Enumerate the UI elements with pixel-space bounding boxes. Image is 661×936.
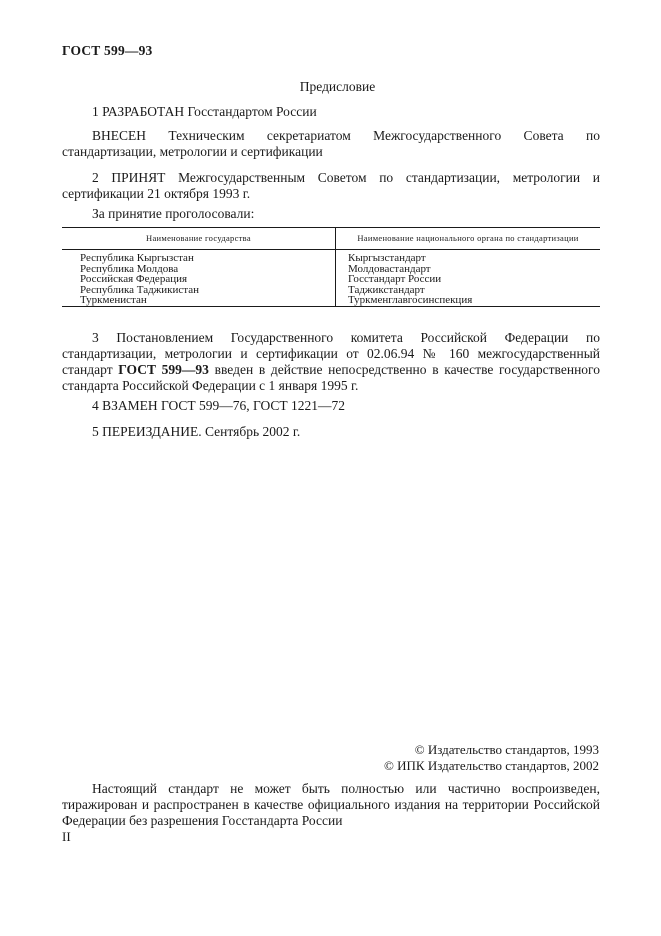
paragraph-introduced: ВНЕСЕН Техническим секретариатом Межгосударственного Совета по стандартизации, метрологии и сертификации xyxy=(62,128,600,159)
resolution-standard-code: ГОСТ 599—93 xyxy=(118,362,209,377)
table-header-state: Наименование государства xyxy=(62,228,336,250)
paragraph-reissue: 5 ПЕРЕИЗДАНИЕ. Сентябрь 2002 г. xyxy=(92,424,301,439)
table-cell-body: Госстандарт России xyxy=(348,273,442,285)
document-header: ГОСТ 599—93 xyxy=(62,43,153,58)
voting-table xyxy=(62,227,600,307)
section-title: Предисловие xyxy=(299,79,376,94)
table-cell-state: Туркменистан xyxy=(80,294,147,306)
table-cell-state: Республика Кыргызстан xyxy=(80,252,194,264)
table-cell-body: Туркменглавгосинспекция xyxy=(348,294,473,306)
paragraph-adopted: 2 ПРИНЯТ Межгосударственным Советом по стандартизации, метрологии и сертификации 21 октября 1993 г. xyxy=(62,170,600,201)
table-cell-state: Республика Таджикистан xyxy=(80,283,199,296)
reproduction-notice: Настоящий стандарт не может быть полностью или частично воспроизведен, тиражирован и распространен в качестве официального издания на территории Российской Федерации без разрешения Госстандарта России xyxy=(62,781,600,828)
table-header-body: Наименование национального органа по стандартизации xyxy=(336,228,601,250)
table-cell-state: Российская Федерация xyxy=(80,273,188,285)
paragraph-replaces: 4 ВЗАМЕН ГОСТ 599—76, ГОСТ 1221—72 xyxy=(92,398,346,413)
resolution-text-end: введен в действие непосредственно в качестве государственного стандарта Российской Федерации с 1 января 1995 г. xyxy=(62,362,600,393)
copyright-block xyxy=(384,742,599,773)
table-column-bodies xyxy=(336,250,601,307)
paragraph-developed: 1 РАЗРАБОТАН Госстандартом России xyxy=(92,104,317,119)
page-number: II xyxy=(62,829,71,844)
paragraph-resolution xyxy=(62,330,600,394)
table-cell-body: Молдовастандарт xyxy=(348,262,431,275)
copyright-line: © Издательство стандартов, 1993 xyxy=(414,742,599,757)
table-cell-body: Таджикстандарт xyxy=(348,283,425,296)
copyright-line: © ИПК Издательство стандартов, 2002 xyxy=(384,757,599,773)
resolution-text-start: 3 Постановлением Государственного комитета Российской Федерации по стандартизации, метрологии и сертификации от 02.06.94 № 160 межгосударственный стандарт xyxy=(62,330,600,377)
table-column-states xyxy=(62,250,336,307)
paragraph-voted: За принятие проголосовали: xyxy=(92,206,255,221)
table-cell-body: Кыргызстандарт xyxy=(348,252,426,264)
table-cell-state: Республика Молдова xyxy=(80,262,179,275)
